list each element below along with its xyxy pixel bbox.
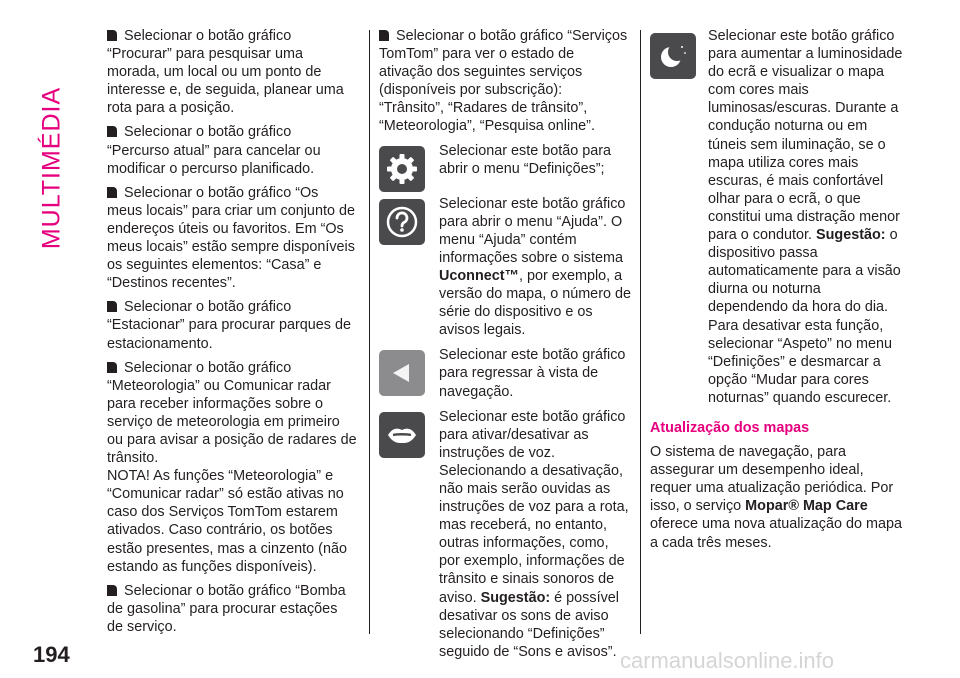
paragraph: Selecionar o botão gráfico “Meteorologia” ou Comunicar radar para receber informações sobre o serviço de meteorologia em primeiro ou para avisar a posição de radares de trânsito. — [107, 359, 357, 467]
settings-row — [379, 142, 631, 192]
back-description: Selecionar este botão gráfico para regressar à vista de navegação. — [439, 347, 626, 400]
night-mode-row — [650, 27, 904, 407]
note-paragraph: NOTA! As funções “Meteorologia” e “Comunicar radar” só estão ativas no caso dos Serviços TomTom estarem ativados. Caso contrário, os botões estão presentes, mas a cinzento (não estando as funções disponíveis). — [107, 468, 347, 575]
bullet-icon — [107, 30, 117, 41]
bullet-icon — [107, 126, 117, 137]
gear-icon — [379, 146, 425, 192]
settings-description: Selecionar este botão para abrir o menu “Definições”; — [439, 142, 612, 177]
watermark: carmanualsonline.info — [620, 648, 835, 673]
column-divider — [369, 30, 370, 634]
voice-description: Selecionar este botão gráfico para ativar/desativar as instruções de voz. Selecionando a desativação, não mais serão ouvidas as instruções de voz para a rota, mas receberá, no entanto, outras informações, como, por exemplo, informações de trânsito e sinais sonoros de aviso. Sugestão: é possível desativar os sons de aviso selecionando “Definições” seguido de “Sons e avisos”. — [439, 408, 629, 660]
back-row — [379, 346, 631, 400]
question-icon — [379, 199, 425, 245]
paragraph: Selecionar o botão gráfico “Percurso atual” para cancelar ou modificar o percurso planificado. — [107, 124, 321, 177]
paragraph: Selecionar o botão gráfico “Bomba de gasolina” para procurar estações de serviço. — [107, 582, 346, 635]
paragraph: Selecionar o botão gráfico “Serviços TomTom” para ver o estado de ativação dos seguintes serviços (disponíveis por subscrição): “Trânsito”, “Radares de trânsito”, “Meteorologia”, “Pesquisa online”. — [379, 28, 628, 135]
paragraph: O sistema de navegação, para assegurar um desempenho ideal, requer uma atualização periódica. Por isso, o serviço Mopar® Map Care oferece uma nova atualização do mapa a cada três meses. — [650, 444, 902, 551]
voice-lips-icon — [379, 412, 425, 458]
page-number: 194 — [33, 642, 70, 667]
bullet-icon — [107, 585, 117, 596]
bullet-icon — [107, 187, 117, 198]
section-label: MULTIMÉDIA — [37, 86, 66, 250]
bullet-icon — [379, 30, 389, 41]
bullet-icon — [107, 301, 117, 312]
paragraph: Selecionar o botão gráfico “Procurar” para pesquisar uma morada, um local ou um ponto de interesse e, de seguida, planear uma rota para a posição. — [107, 28, 344, 117]
moon-icon — [650, 33, 696, 79]
help-row — [379, 195, 631, 340]
paragraph: Selecionar o botão gráfico “Os meus locais” para criar um conjunto de endereços úteis ou favoritos. Em “Os meus locais” estão sempre disponíveis os seguintes elementos: “Casa” e “Destinos recentes”. — [107, 184, 355, 292]
section-heading: Atualização dos mapas — [650, 419, 810, 436]
back-arrow-icon — [379, 350, 425, 396]
column-3 — [650, 27, 904, 558]
column-1 — [107, 27, 357, 642]
bullet-icon — [107, 362, 117, 373]
help-description: Selecionar este botão gráfico para abrir o menu “Ajuda”. O menu “Ajuda” contém informações sobre o sistema Uconnect™, por exemplo, a versão do mapa, o número de série do dispositivo e os avisos legais. — [439, 195, 631, 339]
voice-row — [379, 408, 631, 661]
column-divider — [640, 30, 641, 634]
paragraph: Selecionar o botão gráfico “Estacionar” para procurar parques de estacionamento. — [107, 299, 351, 352]
night-mode-description: Selecionar este botão gráfico para aumentar a luminosidade do ecrã e visualizar o mapa com cores mais luminosas/escuras. Durante a condução noturna ou em túneis sem iluminação, se o mapa utiliza cores mais escuras, é mais confortável olhar para o ecrã, o que constitui uma distração menor para o condutor. Sugestão: o dispositivo passa automaticamente para a visão diurna ou noturna dependendo da hora do dia. Para desativar esta função, selecionar “Aspeto” no menu “Definições” e desmarcar a opção “Mudar para cores noturnas” quando escurecer. — [708, 28, 903, 406]
column-2 — [379, 27, 631, 664]
